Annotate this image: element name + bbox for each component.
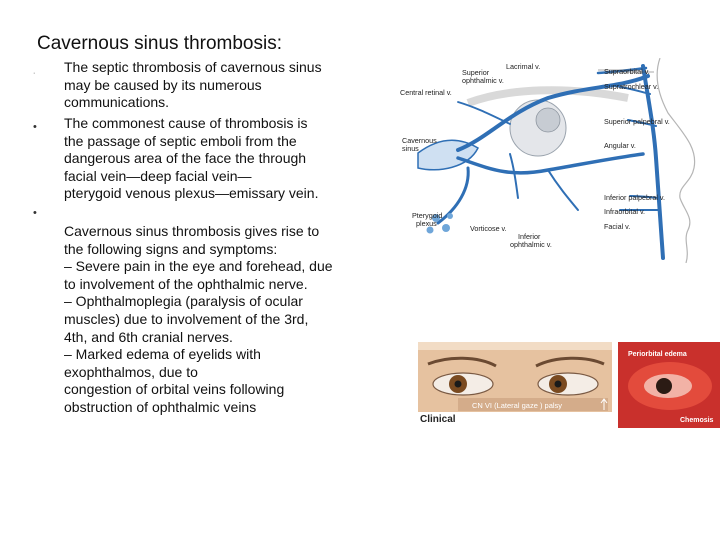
bullet-line: communications. bbox=[64, 94, 170, 111]
slide-title: Cavernous sinus thrombosis: bbox=[37, 33, 282, 54]
label-pterygoid: Pterygoid bbox=[412, 211, 443, 220]
label-angular: Angular v. bbox=[604, 141, 636, 150]
bullet-line: may be caused by its numerous bbox=[64, 76, 262, 93]
facial-veins-diagram bbox=[398, 58, 720, 263]
bullet-text-2 bbox=[64, 115, 384, 203]
bullet-line: pterygoid venous plexus—emissary vein. bbox=[64, 185, 319, 202]
vorticose-vein bbox=[510, 154, 518, 198]
bullet-line: – Ophthalmoplegia (paralysis of ocular bbox=[64, 293, 303, 310]
bullet-text-1 bbox=[64, 59, 384, 112]
label-central-retinal: Central retinal v. bbox=[400, 88, 452, 97]
right-pupil bbox=[555, 381, 562, 388]
bullet-marker: • bbox=[33, 121, 37, 133]
clinical-photos bbox=[418, 342, 720, 428]
label-superior-palpebral: Superior palpebral v. bbox=[604, 117, 670, 126]
face-photo-highlight bbox=[418, 342, 612, 350]
bullet-text-3 bbox=[64, 223, 384, 417]
periorbital-label: Periorbital edema bbox=[628, 351, 687, 358]
bullet-line: – Marked edema of eyelids with bbox=[64, 346, 261, 363]
label-inferior-ophthalmic: Inferior bbox=[518, 232, 541, 241]
label-lacrimal: Lacrimal v. bbox=[506, 62, 541, 71]
bullet-line: obstruction of ophthalmic veins bbox=[64, 398, 257, 415]
chemosis-label: Chemosis bbox=[680, 417, 714, 424]
bullet-line: exophthalmos, due to bbox=[64, 363, 198, 380]
label-cavernous: Cavernous bbox=[402, 136, 437, 145]
left-pupil bbox=[455, 381, 462, 388]
label-facial: Facial v. bbox=[604, 222, 631, 231]
palsy-label: CN VI (Lateral gaze ) palsy bbox=[472, 401, 563, 410]
eye-lens bbox=[536, 108, 560, 132]
bullet-line: the passage of septic emboli from the bbox=[64, 132, 297, 149]
bullet-line: muscles) due to involvement of the 3rd, bbox=[64, 310, 309, 327]
bullet-line: to involvement of the ophthalmic nerve. bbox=[64, 275, 308, 292]
inferior-ophthalmic-vein bbox=[458, 154, 643, 173]
bullet-line: The commonest cause of thrombosis is bbox=[64, 115, 308, 131]
label-supraorbital: Supraorbital v. bbox=[604, 67, 650, 76]
label-inferior-ophthalmic-2: ophthalmic v. bbox=[510, 240, 552, 249]
bullet-marker: · bbox=[33, 70, 36, 77]
plexus-node bbox=[447, 213, 453, 219]
bullet-line: congestion of orbital veins following bbox=[64, 381, 285, 398]
label-cavernous-2: sinus bbox=[402, 144, 419, 153]
label-supratrochlear: Supratrochlear v. bbox=[604, 82, 659, 91]
label-inferior-palpebral: Inferior palpebral v. bbox=[604, 193, 665, 202]
bullet-line: facial vein—deep facial vein— bbox=[64, 167, 252, 184]
bullet-line: The septic thrombosis of cavernous sinus bbox=[64, 59, 322, 75]
label-superior-ophthalmic: Superior bbox=[462, 68, 490, 77]
bullet-line: Cavernous sinus thrombosis gives rise to bbox=[64, 223, 320, 239]
inferior-branch-vein bbox=[548, 170, 578, 210]
bullet-line: – Severe pain in the eye and forehead, due bbox=[64, 258, 333, 275]
label-superior-ophthalmic-2: ophthalmic v. bbox=[462, 76, 504, 85]
bullet-marker: • bbox=[33, 207, 37, 219]
right-eye bbox=[538, 373, 598, 395]
plexus-node bbox=[442, 224, 450, 232]
bullet-line: the following signs and symptoms: bbox=[64, 240, 278, 257]
label-vorticose: Vorticose v. bbox=[470, 224, 507, 233]
chemosis-iris bbox=[656, 378, 672, 394]
bullet-line: dangerous area of the face the through bbox=[64, 150, 307, 167]
central-retinal-vein bbox=[458, 102, 510, 124]
eyeball bbox=[510, 100, 566, 156]
bullet-line: 4th, and 6th cranial nerves. bbox=[64, 328, 233, 345]
clinical-label: Clinical bbox=[420, 414, 456, 425]
label-infraorbital: Infraorbital v. bbox=[604, 207, 646, 216]
pterygoid-plexus-vein bbox=[438, 168, 468, 223]
label-plexus: plexus bbox=[416, 219, 437, 228]
